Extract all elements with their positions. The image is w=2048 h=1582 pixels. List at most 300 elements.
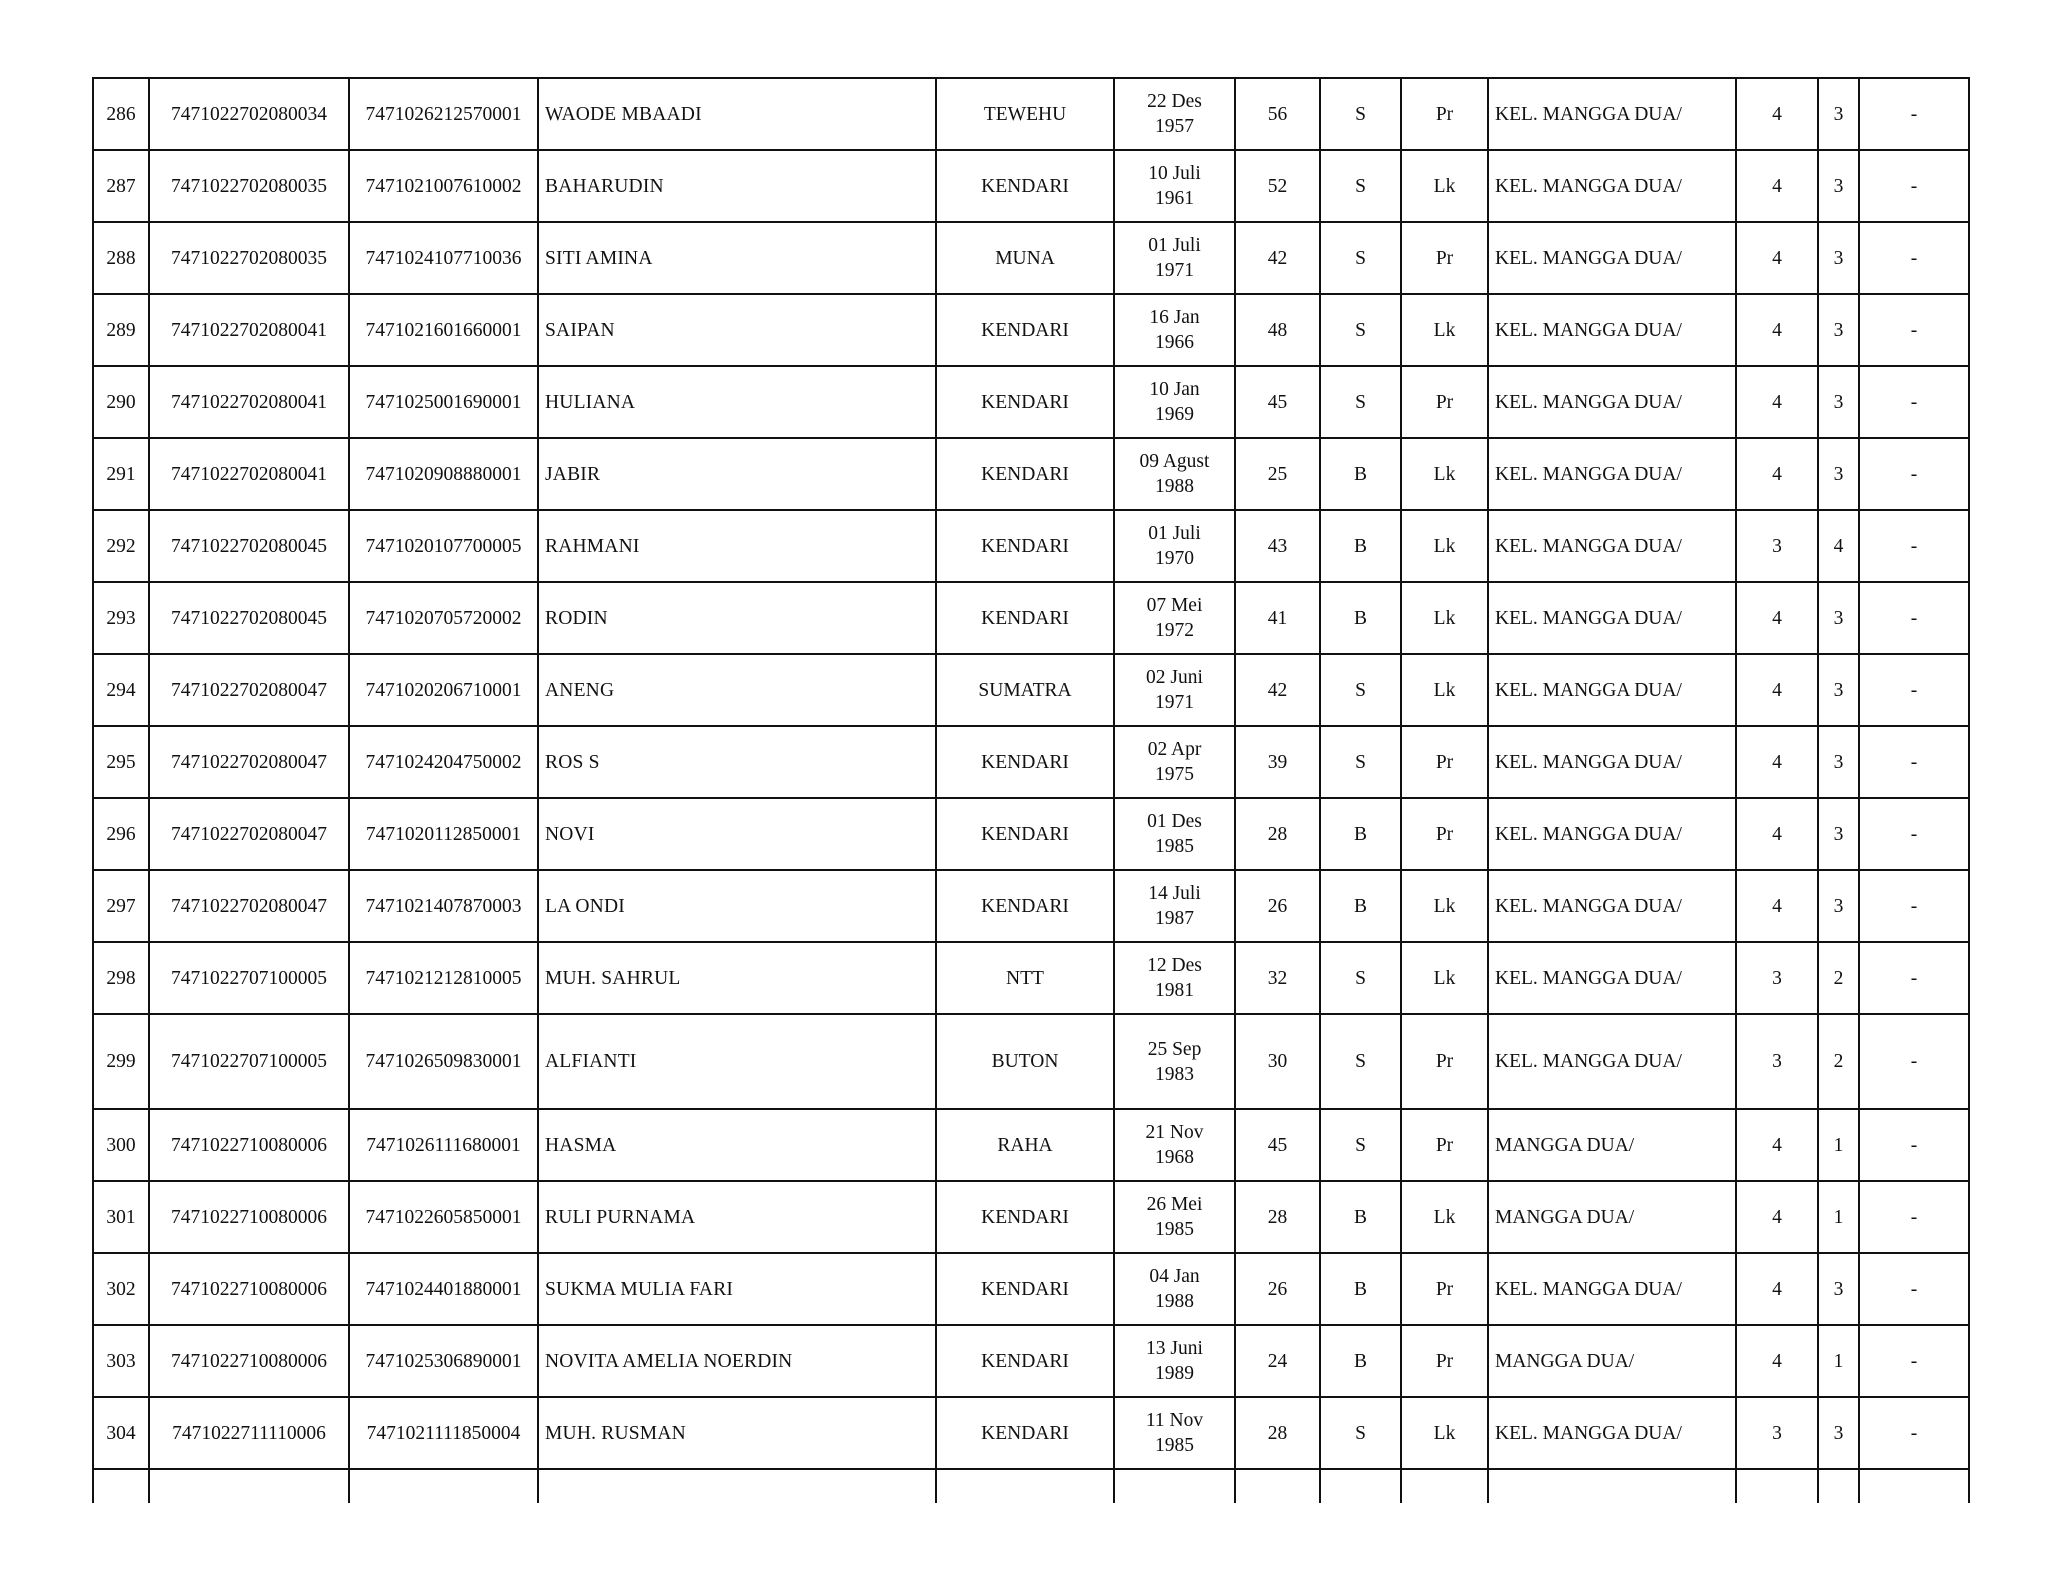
person-name: WAODE MBAADI	[538, 78, 936, 150]
birth-place: SUMATRA	[936, 654, 1114, 726]
age: 39	[1235, 726, 1320, 798]
rw-number: 2	[1818, 1014, 1859, 1109]
rt-number: 4	[1736, 1325, 1818, 1397]
id-number: 7471020705720002	[349, 582, 538, 654]
table-cell	[349, 1469, 538, 1503]
remarks: -	[1859, 294, 1969, 366]
family-card-number: 7471022707100005	[149, 1014, 349, 1109]
marital-status: S	[1320, 726, 1401, 798]
rt-number: 4	[1736, 654, 1818, 726]
age: 42	[1235, 222, 1320, 294]
person-name: LA ONDI	[538, 870, 936, 942]
id-number: 7471021111850004	[349, 1397, 538, 1469]
remarks: -	[1859, 1253, 1969, 1325]
rw-number: 2	[1818, 942, 1859, 1014]
family-card-number: 7471022702080041	[149, 438, 349, 510]
id-number: 7471022605850001	[349, 1181, 538, 1253]
rw-number: 3	[1818, 366, 1859, 438]
rw-number: 3	[1818, 726, 1859, 798]
birth-day-month: 10 Jan	[1149, 379, 1200, 400]
family-card-number: 7471022702080047	[149, 726, 349, 798]
person-name: SAIPAN	[538, 294, 936, 366]
remarks: -	[1859, 798, 1969, 870]
birth-date	[1114, 1253, 1235, 1325]
remarks: -	[1859, 654, 1969, 726]
address: KEL. MANGGA DUA/	[1488, 870, 1736, 942]
table-body	[93, 78, 1969, 1503]
address: KEL. MANGGA DUA/	[1488, 726, 1736, 798]
gender: Pr	[1401, 798, 1488, 870]
table-row	[93, 870, 1969, 942]
rw-number: 3	[1818, 654, 1859, 726]
table-cell	[1859, 1469, 1969, 1503]
birth-day-month: 01 Juli	[1148, 523, 1201, 544]
birth-day-month: 13 Juni	[1146, 1338, 1203, 1359]
age: 30	[1235, 1014, 1320, 1109]
rt-number: 4	[1736, 798, 1818, 870]
remarks: -	[1859, 366, 1969, 438]
birth-year: 1987	[1155, 908, 1194, 929]
family-card-number: 7471022710080006	[149, 1325, 349, 1397]
id-number: 7471026212570001	[349, 78, 538, 150]
age: 25	[1235, 438, 1320, 510]
address: MANGGA DUA/	[1488, 1325, 1736, 1397]
row-number: 303	[93, 1325, 149, 1397]
address: KEL. MANGGA DUA/	[1488, 150, 1736, 222]
family-card-number: 7471022702080034	[149, 78, 349, 150]
family-card-number: 7471022707100005	[149, 942, 349, 1014]
gender: Lk	[1401, 942, 1488, 1014]
age: 43	[1235, 510, 1320, 582]
remarks: -	[1859, 438, 1969, 510]
birth-place: KENDARI	[936, 1397, 1114, 1469]
rt-number: 4	[1736, 294, 1818, 366]
birth-date	[1114, 222, 1235, 294]
table-cell	[1488, 1469, 1736, 1503]
id-number: 7471021601660001	[349, 294, 538, 366]
table-row	[93, 366, 1969, 438]
rw-number: 3	[1818, 294, 1859, 366]
rw-number: 3	[1818, 582, 1859, 654]
rw-number: 3	[1818, 438, 1859, 510]
table-cell	[1235, 1469, 1320, 1503]
id-number: 7471025001690001	[349, 366, 538, 438]
rt-number: 3	[1736, 942, 1818, 1014]
gender: Pr	[1401, 726, 1488, 798]
birth-year: 1985	[1155, 1435, 1194, 1456]
rw-number: 3	[1818, 870, 1859, 942]
row-number: 286	[93, 78, 149, 150]
birth-day-month: 21 Nov	[1145, 1122, 1204, 1143]
id-number: 7471021407870003	[349, 870, 538, 942]
row-number: 297	[93, 870, 149, 942]
birth-place: BUTON	[936, 1014, 1114, 1109]
remarks: -	[1859, 510, 1969, 582]
remarks: -	[1859, 1014, 1969, 1109]
birth-place: KENDARI	[936, 294, 1114, 366]
person-name: HASMA	[538, 1109, 936, 1181]
person-name: RULI PURNAMA	[538, 1181, 936, 1253]
marital-status: B	[1320, 870, 1401, 942]
birth-date	[1114, 510, 1235, 582]
row-number: 290	[93, 366, 149, 438]
birth-day-month: 01 Juli	[1148, 235, 1201, 256]
gender: Pr	[1401, 1014, 1488, 1109]
row-number: 294	[93, 654, 149, 726]
table-cell	[538, 1469, 936, 1503]
table-row	[93, 150, 1969, 222]
remarks: -	[1859, 942, 1969, 1014]
remarks: -	[1859, 78, 1969, 150]
birth-day-month: 04 Jan	[1149, 1266, 1200, 1287]
id-number: 7471020112850001	[349, 798, 538, 870]
table-row	[93, 1325, 1969, 1397]
person-name: NOVI	[538, 798, 936, 870]
birth-place: NTT	[936, 942, 1114, 1014]
gender: Lk	[1401, 654, 1488, 726]
birth-place: KENDARI	[936, 870, 1114, 942]
birth-day-month: 09 Agust	[1139, 451, 1210, 472]
age: 45	[1235, 1109, 1320, 1181]
address: KEL. MANGGA DUA/	[1488, 78, 1736, 150]
family-card-number: 7471022702080035	[149, 150, 349, 222]
marital-status: S	[1320, 1397, 1401, 1469]
birth-place: KENDARI	[936, 1325, 1114, 1397]
gender: Pr	[1401, 366, 1488, 438]
address: KEL. MANGGA DUA/	[1488, 798, 1736, 870]
table-cell	[936, 1469, 1114, 1503]
rt-number: 4	[1736, 438, 1818, 510]
gender: Lk	[1401, 1181, 1488, 1253]
id-number: 7471020107700005	[349, 510, 538, 582]
family-card-number: 7471022702080047	[149, 798, 349, 870]
marital-status: S	[1320, 366, 1401, 438]
table-cell	[1401, 1469, 1488, 1503]
person-name: BAHARUDIN	[538, 150, 936, 222]
age: 42	[1235, 654, 1320, 726]
birth-date	[1114, 1325, 1235, 1397]
id-number: 7471024107710036	[349, 222, 538, 294]
table-row	[93, 294, 1969, 366]
table-row-partial	[93, 1469, 1969, 1503]
gender: Lk	[1401, 150, 1488, 222]
person-name: RAHMANI	[538, 510, 936, 582]
person-name: ANENG	[538, 654, 936, 726]
family-card-number: 7471022702080045	[149, 582, 349, 654]
rw-number: 4	[1818, 510, 1859, 582]
id-number: 7471026111680001	[349, 1109, 538, 1181]
age: 56	[1235, 78, 1320, 150]
family-card-number: 7471022710080006	[149, 1109, 349, 1181]
remarks: -	[1859, 1325, 1969, 1397]
birth-place: RAHA	[936, 1109, 1114, 1181]
table-row	[93, 942, 1969, 1014]
table-row	[93, 438, 1969, 510]
family-card-number: 7471022702080045	[149, 510, 349, 582]
remarks: -	[1859, 1109, 1969, 1181]
person-name: RODIN	[538, 582, 936, 654]
address: KEL. MANGGA DUA/	[1488, 222, 1736, 294]
birth-place: KENDARI	[936, 1253, 1114, 1325]
marital-status: S	[1320, 1014, 1401, 1109]
row-number: 288	[93, 222, 149, 294]
birth-year: 1981	[1155, 980, 1194, 1001]
birth-date	[1114, 942, 1235, 1014]
age: 32	[1235, 942, 1320, 1014]
age: 24	[1235, 1325, 1320, 1397]
address: KEL. MANGGA DUA/	[1488, 366, 1736, 438]
gender: Pr	[1401, 1253, 1488, 1325]
table-cell	[149, 1469, 349, 1503]
birth-year: 1989	[1155, 1363, 1194, 1384]
age: 28	[1235, 1397, 1320, 1469]
address: KEL. MANGGA DUA/	[1488, 942, 1736, 1014]
row-number: 291	[93, 438, 149, 510]
birth-day-month: 11 Nov	[1145, 1410, 1204, 1431]
marital-status: S	[1320, 78, 1401, 150]
birth-date	[1114, 726, 1235, 798]
row-number: 301	[93, 1181, 149, 1253]
birth-day-month: 16 Jan	[1149, 307, 1200, 328]
birth-place: KENDARI	[936, 726, 1114, 798]
birth-day-month: 02 Juni	[1146, 667, 1203, 688]
birth-place: KENDARI	[936, 1181, 1114, 1253]
birth-day-month: 14 Juli	[1148, 883, 1201, 904]
rt-number: 4	[1736, 366, 1818, 438]
birth-day-month: 01 Des	[1147, 811, 1202, 832]
birth-year: 1983	[1155, 1063, 1194, 1085]
age: 48	[1235, 294, 1320, 366]
person-name: ALFIANTI	[538, 1014, 936, 1109]
id-number: 7471024401880001	[349, 1253, 538, 1325]
birth-date	[1114, 654, 1235, 726]
age: 52	[1235, 150, 1320, 222]
person-name: JABIR	[538, 438, 936, 510]
row-number: 293	[93, 582, 149, 654]
birth-day-month: 07 Mei	[1146, 595, 1203, 616]
gender: Pr	[1401, 222, 1488, 294]
birth-day-month: 22 Des	[1147, 91, 1202, 112]
birth-year: 1975	[1155, 764, 1194, 785]
id-number: 7471020908880001	[349, 438, 538, 510]
remarks: -	[1859, 726, 1969, 798]
rw-number: 1	[1818, 1181, 1859, 1253]
remarks: -	[1859, 150, 1969, 222]
rt-number: 3	[1736, 1397, 1818, 1469]
birth-year: 1970	[1155, 548, 1194, 569]
table-cell	[1818, 1469, 1859, 1503]
row-number: 300	[93, 1109, 149, 1181]
birth-day-month: 12 Des	[1147, 955, 1202, 976]
birth-date	[1114, 1109, 1235, 1181]
birth-year: 1971	[1155, 260, 1194, 281]
row-number: 302	[93, 1253, 149, 1325]
address: MANGGA DUA/	[1488, 1109, 1736, 1181]
rt-number: 4	[1736, 150, 1818, 222]
birth-year: 1985	[1155, 836, 1194, 857]
family-card-number: 7471022702080035	[149, 222, 349, 294]
rw-number: 1	[1818, 1325, 1859, 1397]
birth-date	[1114, 294, 1235, 366]
gender: Pr	[1401, 78, 1488, 150]
table-row	[93, 78, 1969, 150]
age: 26	[1235, 1253, 1320, 1325]
age: 41	[1235, 582, 1320, 654]
birth-date	[1114, 366, 1235, 438]
table-row	[93, 1014, 1969, 1109]
remarks: -	[1859, 222, 1969, 294]
marital-status: S	[1320, 294, 1401, 366]
family-card-number: 7471022710080006	[149, 1253, 349, 1325]
table-row	[93, 1181, 1969, 1253]
birth-day-month: 25 Sep	[1147, 1038, 1202, 1060]
table-row	[93, 1253, 1969, 1325]
family-card-number: 7471022702080041	[149, 366, 349, 438]
marital-status: S	[1320, 654, 1401, 726]
birth-date	[1114, 1181, 1235, 1253]
birth-year: 1969	[1155, 404, 1194, 425]
birth-place: KENDARI	[936, 438, 1114, 510]
birth-year: 1968	[1155, 1147, 1194, 1168]
gender: Lk	[1401, 870, 1488, 942]
age: 45	[1235, 366, 1320, 438]
birth-year: 1972	[1155, 620, 1194, 641]
family-card-number: 7471022702080041	[149, 294, 349, 366]
id-number: 7471020206710001	[349, 654, 538, 726]
row-number: 295	[93, 726, 149, 798]
table-row	[93, 1109, 1969, 1181]
rt-number: 4	[1736, 870, 1818, 942]
birth-place: TEWEHU	[936, 78, 1114, 150]
table-row	[93, 510, 1969, 582]
marital-status: B	[1320, 1181, 1401, 1253]
birth-place: KENDARI	[936, 582, 1114, 654]
rw-number: 3	[1818, 78, 1859, 150]
marital-status: S	[1320, 942, 1401, 1014]
rt-number: 4	[1736, 78, 1818, 150]
birth-day-month: 26 Mei	[1146, 1194, 1203, 1215]
person-name: NOVITA AMELIA NOERDIN	[538, 1325, 936, 1397]
birth-year: 1988	[1155, 1291, 1194, 1312]
birth-year: 1971	[1155, 692, 1194, 713]
rw-number: 3	[1818, 1397, 1859, 1469]
remarks: -	[1859, 582, 1969, 654]
family-card-number: 7471022702080047	[149, 654, 349, 726]
gender: Pr	[1401, 1325, 1488, 1397]
birth-year: 1961	[1155, 188, 1194, 209]
row-number: 296	[93, 798, 149, 870]
table-row	[93, 726, 1969, 798]
address: KEL. MANGGA DUA/	[1488, 1253, 1736, 1325]
id-number: 7471024204750002	[349, 726, 538, 798]
marital-status: B	[1320, 1325, 1401, 1397]
marital-status: B	[1320, 1253, 1401, 1325]
rw-number: 3	[1818, 1253, 1859, 1325]
address: KEL. MANGGA DUA/	[1488, 294, 1736, 366]
rw-number: 3	[1818, 798, 1859, 870]
rt-number: 4	[1736, 222, 1818, 294]
birth-day-month: 02 Apr	[1147, 739, 1202, 760]
birth-year: 1985	[1155, 1219, 1194, 1240]
address: MANGGA DUA/	[1488, 1181, 1736, 1253]
age: 26	[1235, 870, 1320, 942]
id-number: 7471021212810005	[349, 942, 538, 1014]
id-number: 7471025306890001	[349, 1325, 538, 1397]
birth-date	[1114, 1397, 1235, 1469]
row-number: 299	[93, 1014, 149, 1109]
gender: Lk	[1401, 510, 1488, 582]
table-row	[93, 222, 1969, 294]
voter-table	[92, 77, 1970, 1503]
birth-date	[1114, 78, 1235, 150]
birth-date	[1114, 582, 1235, 654]
rt-number: 4	[1736, 1253, 1818, 1325]
table-cell	[1114, 1469, 1235, 1503]
family-card-number: 7471022711110006	[149, 1397, 349, 1469]
birth-place: KENDARI	[936, 366, 1114, 438]
person-name: MUH. RUSMAN	[538, 1397, 936, 1469]
address: KEL. MANGGA DUA/	[1488, 510, 1736, 582]
id-number: 7471021007610002	[349, 150, 538, 222]
marital-status: S	[1320, 150, 1401, 222]
rt-number: 3	[1736, 1014, 1818, 1109]
rt-number: 4	[1736, 582, 1818, 654]
table-cell	[93, 1469, 149, 1503]
rw-number: 3	[1818, 222, 1859, 294]
person-name: HULIANA	[538, 366, 936, 438]
rt-number: 4	[1736, 1181, 1818, 1253]
gender: Lk	[1401, 1397, 1488, 1469]
rt-number: 3	[1736, 510, 1818, 582]
rt-number: 4	[1736, 1109, 1818, 1181]
row-number: 292	[93, 510, 149, 582]
table-row	[93, 1397, 1969, 1469]
table-row	[93, 798, 1969, 870]
person-name: ROS S	[538, 726, 936, 798]
birth-year: 1988	[1155, 476, 1194, 497]
marital-status: S	[1320, 1109, 1401, 1181]
row-number: 287	[93, 150, 149, 222]
age: 28	[1235, 798, 1320, 870]
table-cell	[1736, 1469, 1818, 1503]
birth-place: KENDARI	[936, 150, 1114, 222]
birth-place: KENDARI	[936, 510, 1114, 582]
age: 28	[1235, 1181, 1320, 1253]
id-number: 7471026509830001	[349, 1014, 538, 1109]
marital-status: B	[1320, 582, 1401, 654]
marital-status: B	[1320, 798, 1401, 870]
family-card-number: 7471022702080047	[149, 870, 349, 942]
rt-number: 4	[1736, 726, 1818, 798]
marital-status: B	[1320, 438, 1401, 510]
family-card-number: 7471022710080006	[149, 1181, 349, 1253]
gender: Lk	[1401, 582, 1488, 654]
birth-year: 1966	[1155, 332, 1194, 353]
address: KEL. MANGGA DUA/	[1488, 582, 1736, 654]
remarks: -	[1859, 1181, 1969, 1253]
birth-date	[1114, 798, 1235, 870]
table-cell	[1320, 1469, 1401, 1503]
row-number: 298	[93, 942, 149, 1014]
birth-day-month: 10 Juli	[1148, 163, 1201, 184]
row-number: 289	[93, 294, 149, 366]
rw-number: 3	[1818, 150, 1859, 222]
birth-place: MUNA	[936, 222, 1114, 294]
gender: Lk	[1401, 438, 1488, 510]
birth-date	[1114, 150, 1235, 222]
birth-year: 1957	[1155, 116, 1194, 137]
address: KEL. MANGGA DUA/	[1488, 1014, 1736, 1109]
